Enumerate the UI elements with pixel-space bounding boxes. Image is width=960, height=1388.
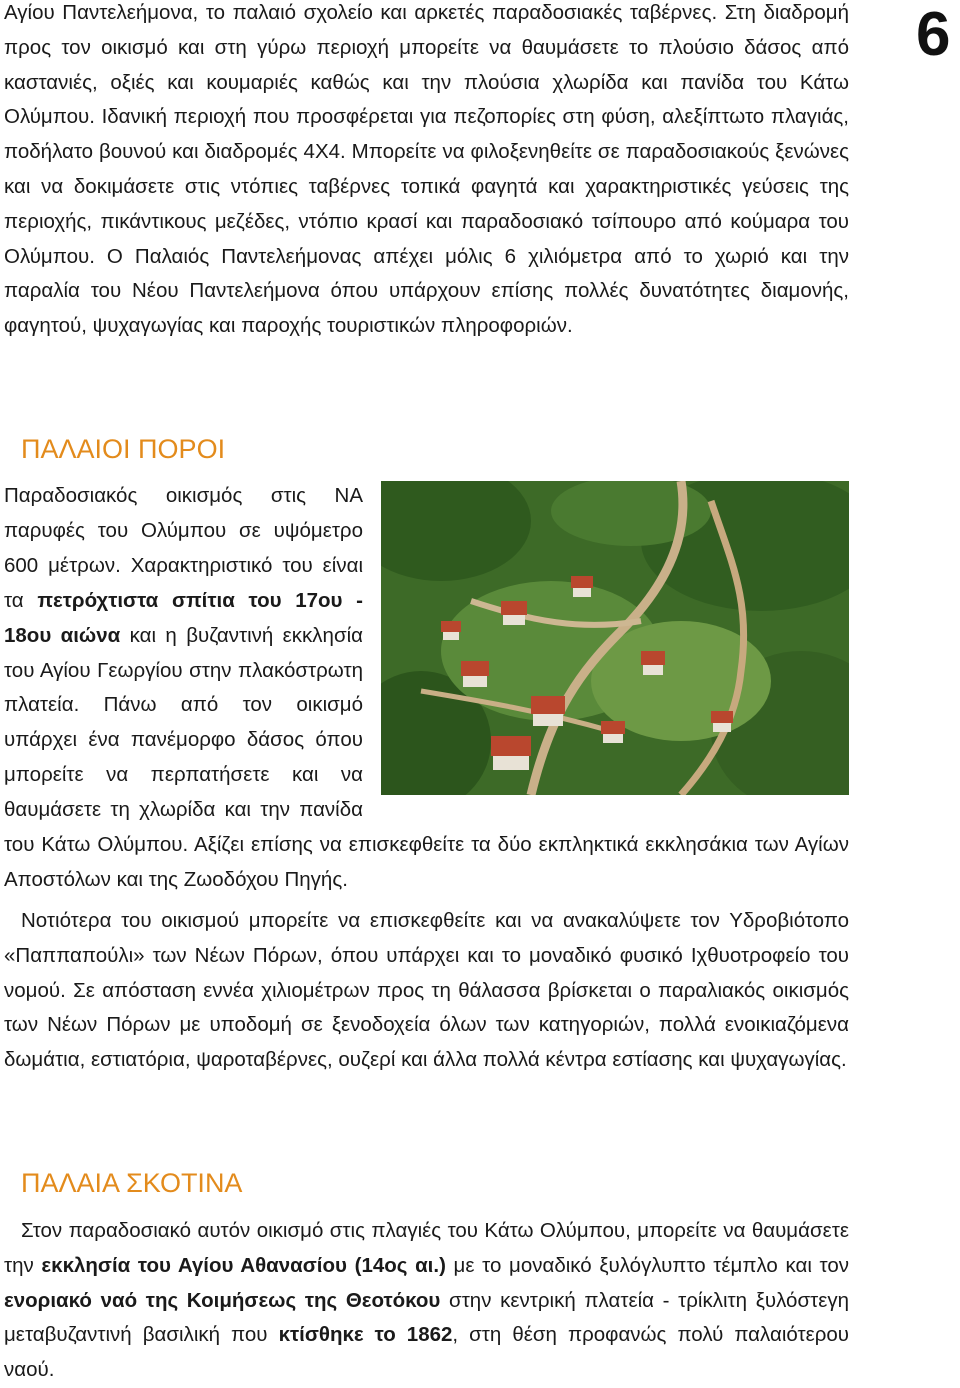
village-forest-image — [381, 481, 849, 795]
palaia-skotina-t1: Στον παραδοσιακό αυτόν οικισμό στις πλαγιές του Κάτω Ολύμπου, μπορείτε να θαυμάσετε την — [4, 1219, 849, 1277]
palaioi-poroi-p2: Νοτιότερα του οικισμού μπορείτε να επισκεφθείτε και να ανακαλύψετε τον Υδροβιότοπο «Παππαπούλι» των Νέων Πόρων, όπου υπάρχει και το μοναδικό φυσικό Ιχθυοτροφείο του νομού. Σε απόσταση εννέα χιλιομέτρων προς τη θάλασσα βρίσκεται ο παραλιακός οικισμός των Νέων Πόρων με υποδομή σε ξενοδοχεία όλων των κατηγοριών, πολλά ενοικιαζόμενα δωμάτια, εστιατόρια, ψαροταβέρνες, ουζερί και άλλα πολλά κέντρα εστίασης και ψυχαγωγίας. — [4, 909, 849, 1072]
palaia-skotina-t4: , στη θέση προφανώς πολύ παλαιότερου ναού. — [4, 1323, 849, 1382]
palaioi-poroi-p1-a: Παραδοσιακός οικισμός στις ΝΑ παρυφές του Ολύμπου σε υψόμετρο 600 μέτρων. Χαρακτηριστικό του είναι τα — [4, 484, 363, 612]
palaia-skotina-t3: στην κεντρική πλατεία - τρίκλιτη ξυλόστεγη μεταβυζαντινή βασιλική που — [4, 1288, 849, 1347]
palaioi-poroi-text-block — [4, 479, 849, 898]
palaia-skotina-paragraph — [4, 1214, 849, 1388]
heading-palaia-skotina: ΠΑΛΑΙΑ ΣΚΟΤΙΝΑ — [21, 1168, 243, 1198]
page-number: 6 — [916, 0, 951, 69]
palaia-skotina-t2: με το μοναδικό ξυλόγλυπτο τέμπλο και τον — [445, 1253, 849, 1277]
palaioi-poroi-p1-bold: πετρόχτιστα σπίτια του 17ου - 18ου αιώνα — [4, 588, 363, 647]
heading-palaioi-poroi: ΠΑΛΑΙΟΙ ΠΟΡΟΙ — [21, 434, 226, 464]
intro-paragraph: Αγίου Παντελεήμονα, το παλαιό σχολείο και αρκετές παραδοσιακές ταβέρνες. Στη διαδρομή προς τον οικισμό και στη γύρω περιοχή μπορείτε να θαυμάσετε το πλούσιο δάσος από καστανιές, οξιές και κουμαριές καθώς και την πλούσια χλωρίδα και πανίδα του Κάτω Ολύμπου. Ιδανική περιοχή που προσφέρεται για πεζοπορίες στη φύση, αλεξίπτωτο πλαγιάς, ποδήλατο βουνού και διαδρομές 4Χ4. Μπορείτε να φιλοξενηθείτε σε παραδοσιακούς ξενώνες και να δοκιμάσετε στις ντόπιες ταβέρνες τοπικά φαγητά και χαρακτηριστικές γεύσεις της περιοχής, πικάντικους μεζέδες, ντόπιο κρασί και παραδοσιακό τσίπουρο από κούμαρα του Ολύμπου. Ο Παλαιός Παντελεήμονας απέχει μόλις 6 χιλιόμετρα από το χωριό και την παραλία του Νέου Παντελεήμονα όπου υπάρχουν επίσης πολλές δυνατότητες διαμονής, φαγητού, ψυχαγωγίας και παροχής τουριστικών πληροφοριών. — [4, 1, 849, 338]
palaioi-poroi-p1-b: και η βυζαντινή εκκλησία του Αγίου Γεωργίου στην πλακόστρωτη πλατεία. Πάνω από τον οικισμό υπάρχει ένα πανέμορφο δάσος όπου μπορείτε να περπατήσετε και να θαυμάσετε τη χλωρίδα και την πανίδα του Κάτω Ολύμπου. Αξίζει επίσης να επισκεφθείτε τα δύο εκπληκτικά εκκλησάκια των Αγίων Αποστόλων και της Ζωοδόχου Πηγής. — [4, 623, 849, 891]
palaia-skotina-b3: κτίσθηκε το 1862 — [278, 1323, 453, 1347]
palaia-skotina-b1: εκκλησία του Αγίου Αθανασίου (14ος αι.) — [41, 1253, 446, 1277]
palaia-skotina-b2: ενοριακό ναό της Κοιμήσεως της Θεοτόκου — [4, 1288, 441, 1312]
village-photo — [381, 481, 849, 795]
